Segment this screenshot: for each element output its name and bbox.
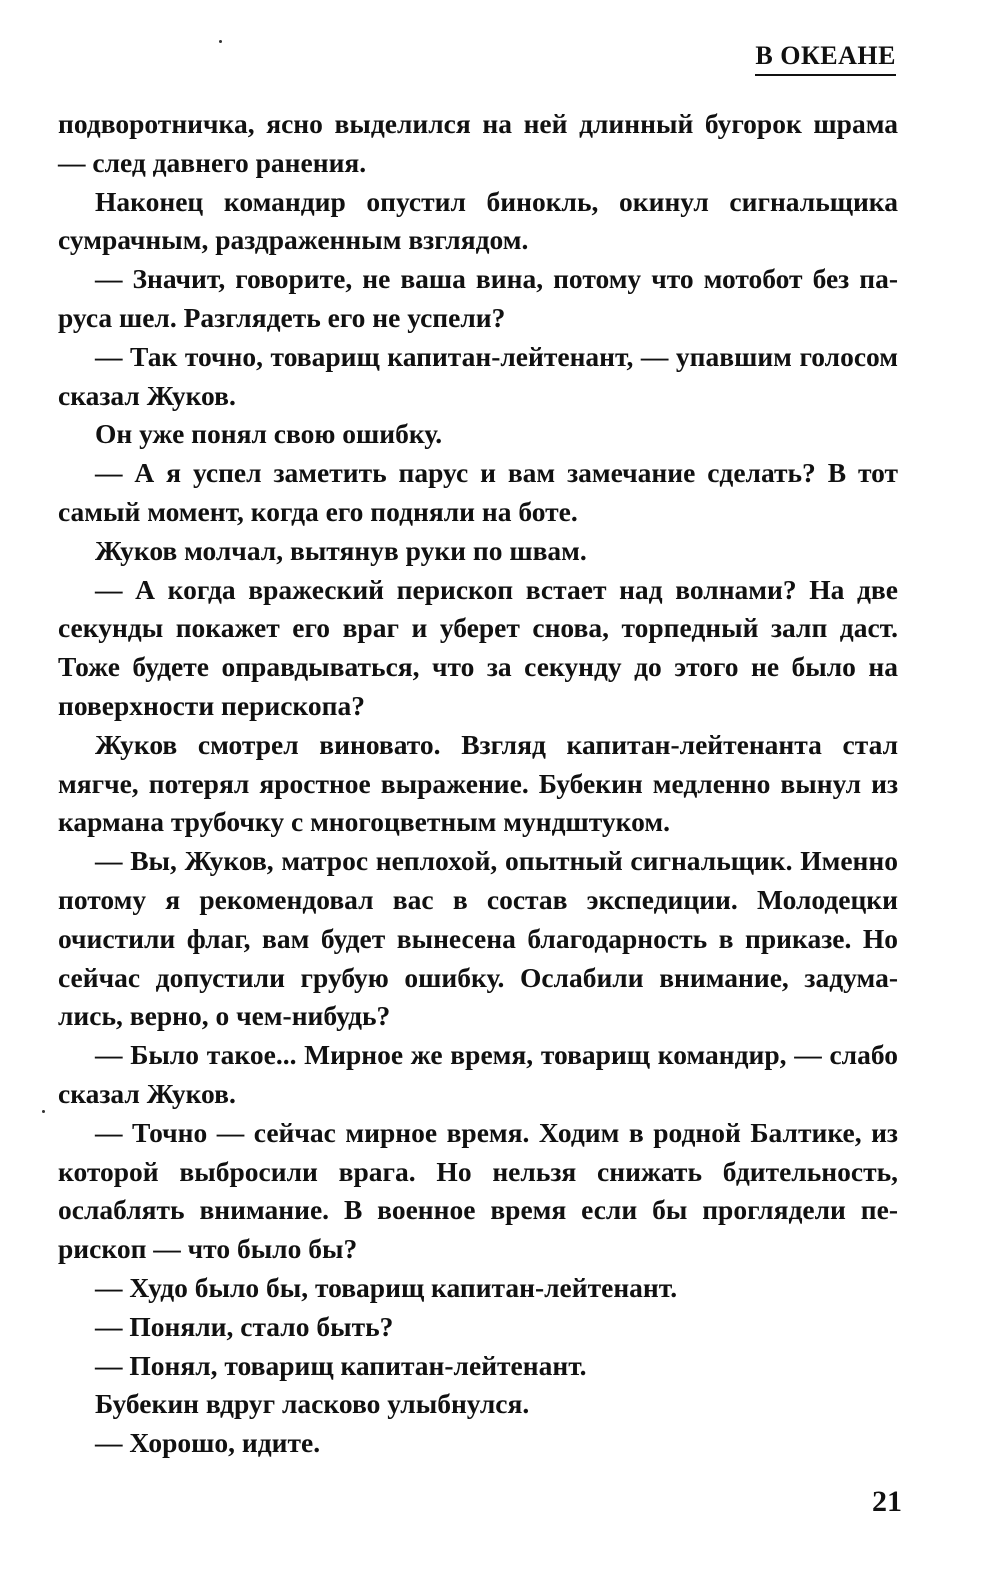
paragraph: Жуков смотрел виновато. Взгляд капитан-лейтенанта стал мягче, потерял яростное выражение. Бубекин медленно вынул из кармана трубочку с многоцветным мундштуком. (58, 728, 898, 838)
paragraph: — Понял, товарищ капитан-лейтенант. (95, 1349, 587, 1381)
paragraph: — А я успел заметить парус и вам замечание сделать? В тот самый момент, когда его подняли на боте. (58, 457, 898, 527)
paragraph: Бубекин вдруг ласково улыбнулся. (95, 1388, 530, 1420)
paragraph: Он уже понял свою ошибку. (95, 418, 443, 450)
paragraph: — Худо было бы, товарищ капитан-лейтенант. (95, 1271, 678, 1303)
paragraph: — Поняли, стало быть? (95, 1310, 394, 1342)
paragraph: — Так точно, товарищ капитан-лейтенант, — упавшим голосом сказал Жуков. (58, 340, 898, 411)
paragraph: Жуков молчал, вытянув руки по швам. (95, 534, 587, 566)
paragraph: — А когда вражеский перископ встает над волнами? На две секунды покажет его враг и уберет снова, торпедный залп даст. Тоже будете оправдываться, что за секунду до этого не было на поверхности перископа? (58, 573, 898, 721)
page-number: 21 (872, 1485, 902, 1518)
paragraph: — Точно — сейчас мирное время. Ходим в родной Балтике, из которой выбросили врага. Но нельзя снижать бдительность, ослаблять внимание. В военное время если бы проглядели перископ — что было бы? (58, 1116, 898, 1265)
body-text (58, 105, 898, 1463)
print-speck (42, 1110, 45, 1113)
running-header: В ОКЕАНЕ (755, 40, 896, 76)
paragraph: подворотничка, ясно выделился на ней длинный бугорок шрама — след давнего ранения. (58, 108, 898, 178)
paragraph: — Хорошо, идите. (95, 1427, 321, 1459)
paragraph: — Значит, говорите, не ваша вина, потому что мотобот без паруса шел. Разглядеть его не успели? (58, 263, 898, 333)
paragraph: Наконец командир опустил бинокль, окинул сигнальщика сумрачным, раздраженным взглядом. (58, 185, 898, 256)
paragraph: — Вы, Жуков, матрос неплохой, опытный сигнальщик. Именно потому я рекомендовал вас в состав экспедиции. Молодецки очистили флаг, вам будет вынесена благодарность в приказе. Но сейчас допустили грубую ошибку. Ослабили внимание, задумались, верно, о чем-нибудь? (58, 845, 898, 1032)
print-speck (219, 40, 222, 43)
paragraph: — Было такое... Мирное же время, товарищ командир, — слабо сказал Жуков. (58, 1039, 898, 1109)
